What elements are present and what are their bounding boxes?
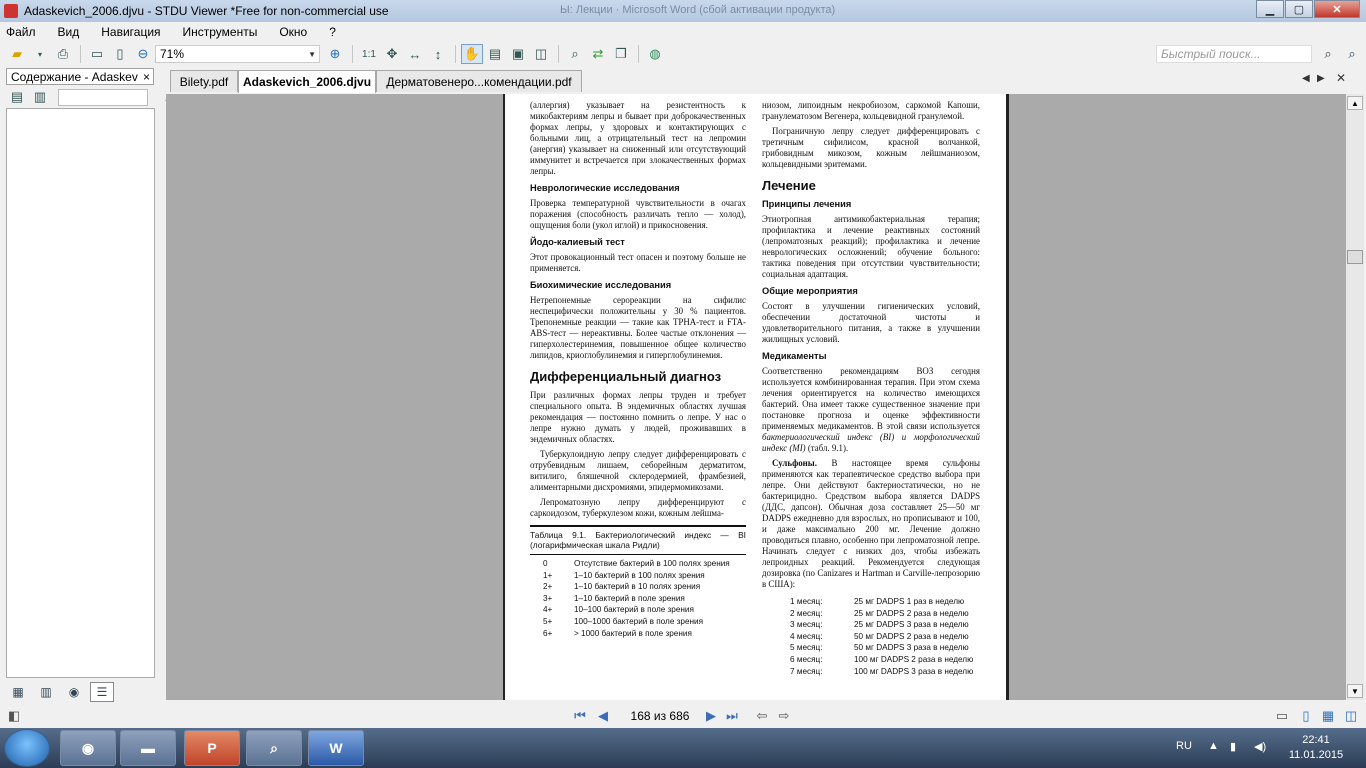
- paragraph: Туберкулоидную лепру следует дифференцировать с отрубевидным лишаем, себорейным дерматитом, витилиго, бляшечной склеродермией, фрамбезией, алиментарными дисхромиями, эпидермомикозами.: [530, 449, 746, 492]
- page-left-column: [530, 100, 746, 639]
- table-row: 5+ 100–1000 бактерий в поле зрения: [543, 616, 704, 626]
- snapshot-icon[interactable]: ◫: [534, 46, 548, 61]
- sidebar-toggle-icon[interactable]: ◧: [7, 708, 21, 723]
- document-viewer[interactable]: [166, 94, 1346, 700]
- collapse-icon[interactable]: ▥: [33, 89, 47, 104]
- actual-size-button[interactable]: 1:1: [362, 48, 376, 60]
- search-tab-icon[interactable]: ◉: [68, 685, 80, 699]
- maximize-button[interactable]: ▢: [1285, 0, 1313, 18]
- back-icon[interactable]: ⇦: [756, 708, 768, 723]
- tray-arrow-icon[interactable]: ▲: [1208, 740, 1219, 752]
- sidebar-tabs: [6, 682, 118, 702]
- page-number[interactable]: 168 из 686: [630, 709, 690, 723]
- paragraph: Состоят в улучшении гигиенических условий, обеспечении достаточной чистоты и удовлетворительного питания, а также в улучшении жилищных условий.: [762, 301, 980, 344]
- hand-icon[interactable]: ✋: [461, 44, 483, 64]
- paragraph: Соответственно рекомендациям ВОЗ сегодня используется комбинированная терапия. При этом схема лечения ориентируется на количество имеющихся бактерий. Она имеет также существенное значение при постановке прогноза и оценке эффективности применяемых медикаментов. В этой связи используется бактериологический индекс (BI) и морфологический индекс (MI) (табл. 9.1).: [762, 366, 980, 453]
- menu-view[interactable]: Вид: [57, 25, 80, 39]
- clock-time: 22:41: [1302, 734, 1330, 746]
- two-page-icon[interactable]: ▯: [116, 46, 124, 61]
- table-row: 3 месяц: 25 мг DADPS 3 раза в неделю: [790, 620, 969, 630]
- select-text-icon[interactable]: ▤: [488, 46, 502, 61]
- menu-window[interactable]: Окно: [279, 25, 308, 39]
- heading-principles: Принципы лечения: [762, 199, 852, 209]
- paragraph: Пограничную лепру следует дифференцировать с третичным сифилисом, красной волчанкой, грибовидным микозом, кожным лейшманиозом, кольцевидными эритемами.: [762, 126, 980, 169]
- language-indicator[interactable]: RU: [1176, 740, 1192, 752]
- find-icon[interactable]: ⌕: [571, 46, 579, 61]
- prev-page-icon[interactable]: ◀: [598, 708, 608, 723]
- table-row: 7 месяц: 100 мг DADPS 3 раза в неделю: [790, 666, 974, 676]
- scroll-thumb[interactable]: [1347, 250, 1363, 264]
- table-row: 3+ 1–10 бактерий в поле зрения: [543, 593, 685, 603]
- menu-navigation[interactable]: Навигация: [101, 25, 161, 39]
- zoom-in-icon[interactable]: ⊕: [329, 46, 341, 61]
- status-bar: [0, 704, 1366, 728]
- word-icon[interactable]: W: [308, 730, 364, 766]
- close-icon[interactable]: ×: [142, 69, 150, 84]
- stdu-viewer-icon[interactable]: ⌕: [246, 730, 302, 766]
- scroll-up-icon[interactable]: ▲: [1347, 96, 1363, 110]
- heading-neuro: Неврологические исследования: [530, 183, 680, 193]
- sidebar: [0, 66, 158, 706]
- table-row: 5 месяц: 50 мг DADPS 3 раза в неделю: [790, 643, 969, 653]
- search-next-icon[interactable]: ⌕: [1348, 46, 1356, 61]
- table-row: 2+ 1–10 бактерий в 10 полях зрения: [543, 582, 701, 592]
- scroll-down-icon[interactable]: ▼: [1347, 684, 1363, 698]
- chrome-icon[interactable]: ◉: [60, 730, 116, 766]
- zoom-out-icon[interactable]: ⊖: [137, 46, 149, 61]
- menu-help[interactable]: ?: [329, 25, 336, 39]
- layout-continuous-icon[interactable]: ▯: [1302, 708, 1310, 723]
- forward-icon[interactable]: ⇨: [778, 708, 790, 723]
- paragraph: Лепроматозную лепру дифференцируют с саркоидозом, туберкулезом кожи, кожным лейшма-: [530, 497, 746, 518]
- page-right-column: [762, 100, 980, 677]
- heading-iodine: Йодо-калиевый тест: [530, 237, 625, 247]
- open-dropdown-icon[interactable]: ▾: [37, 49, 42, 59]
- contents-tree[interactable]: [6, 108, 155, 678]
- table-row: 4 месяц: 50 мг DADPS 2 раза в неделю: [790, 631, 969, 641]
- system-clock[interactable]: [1284, 733, 1348, 763]
- single-page-icon[interactable]: ▭: [90, 46, 104, 61]
- paragraph: При различных формах лепры труден и требует специального опыта. В эндемичных областях лучшая рекомендация — постоянно помнить о лепре. У нас о лепре нужно думать у людей, проживавших в эндемичных областях.: [530, 390, 746, 444]
- volume-icon[interactable]: ◀): [1254, 741, 1267, 753]
- paragraph: (аллергия) указывает на резистентность к микобактериям лепры и бывает при доброкачественных формах лепры, у здоровых и контактирующих с больными лиц, а отрицательный тест на лепромин (анергия) указывает на сниженный или отсутствующий иммунитет и встречается при злокачественных формах лепры.: [530, 100, 746, 176]
- background-window-title: Ы: Лекции · Microsoft Word (сбой активации продукта): [560, 4, 836, 16]
- quick-search-input[interactable]: Быстрый поиск...: [1156, 45, 1312, 63]
- chevron-down-icon: ▼: [308, 49, 316, 59]
- document-tabs: [164, 70, 1366, 92]
- next-page-icon[interactable]: ▶: [706, 708, 716, 723]
- fit-width-icon[interactable]: ↔: [408, 46, 422, 62]
- layout-single-icon[interactable]: ▭: [1275, 708, 1289, 723]
- title-bar: [0, 0, 1366, 22]
- table-row: 1 месяц: 25 мг DADPS 1 раз в неделю: [790, 597, 965, 606]
- paragraph: Нетрепонемные серореакции на сифилис неспецифически положительны у 30 % пациентов. Трепонемные реакции — такие как ТРНА-тест и FTA-ABS-тест — нереактивны. Более частые отклонения — гиперхолестеринемия, повышенное общее количество липидов, криоглобулинемия и гиперглобулинемия.: [530, 295, 746, 360]
- table-row: 4+ 10–100 бактерий в поле зрения: [543, 605, 694, 615]
- last-page-icon[interactable]: ⏭: [726, 708, 738, 723]
- heading-general: Общие мероприятия: [762, 286, 858, 296]
- tab-prev-icon[interactable]: ◀: [1302, 73, 1310, 84]
- sidebar-search-input[interactable]: [58, 89, 148, 106]
- thumbnails-tab-icon[interactable]: ▦: [12, 685, 24, 699]
- heading-differential: Дифференциальный диагноз: [530, 369, 722, 384]
- sidebar-toolbar: [6, 86, 181, 108]
- minimize-button[interactable]: ▁: [1256, 0, 1284, 18]
- tab-close-icon[interactable]: ✕: [1336, 71, 1347, 85]
- menu-tools[interactable]: Инструменты: [182, 25, 258, 39]
- tab-adaskevich[interactable]: Adaskevich_2006.djvu: [238, 70, 376, 93]
- app-icon: [4, 4, 18, 18]
- sidebar-header: [6, 68, 154, 85]
- document-page: [503, 94, 1009, 700]
- close-button[interactable]: ✕: [1314, 0, 1360, 18]
- layout-grid-icon[interactable]: ▦: [1321, 708, 1335, 723]
- globe-icon[interactable]: ◍: [649, 46, 661, 61]
- bi-table: [530, 555, 746, 639]
- heading-treatment: Лечение: [762, 178, 816, 193]
- bookmarks-tab-icon[interactable]: ▥: [40, 685, 52, 699]
- paragraph: Этот провокационный тест опасен и поэтому больше не применяется.: [530, 252, 746, 273]
- copy-icon[interactable]: ❐: [615, 46, 627, 61]
- start-button[interactable]: [4, 729, 50, 767]
- table-row: 6 месяц: 100 мг DADPS 2 раза в неделю: [790, 654, 974, 664]
- zoom-value: 71%: [160, 47, 185, 61]
- expand-icon[interactable]: ▤: [10, 89, 24, 104]
- layout-facing-icon[interactable]: ◫: [1344, 708, 1358, 723]
- menu-bar: [0, 22, 1366, 42]
- open-icon[interactable]: ▰: [12, 46, 22, 61]
- fit-height-icon[interactable]: ↕: [434, 46, 442, 62]
- tab-next-icon[interactable]: ▶: [1317, 73, 1325, 84]
- print-icon[interactable]: ⎙: [57, 46, 69, 61]
- sidebar-title: Содержание - Adaskev: [11, 69, 138, 84]
- paragraph: Проверка температурной чувствительности в очагах поражения (способность различать тепло — холод), ощущения боли (укол иглой) и прикосновения.: [530, 198, 746, 230]
- table-row: 6+ > 1000 бактерий в поле зрения: [543, 628, 692, 638]
- clock-date: 11.01.2015: [1288, 749, 1344, 761]
- zoom-select[interactable]: [155, 45, 320, 63]
- powerpoint-icon[interactable]: P: [184, 730, 240, 766]
- fit-page-icon[interactable]: ✥: [386, 46, 398, 61]
- explorer-icon[interactable]: ▬: [120, 730, 176, 766]
- menu-file[interactable]: Файл: [6, 25, 36, 39]
- tab-dermatovenerology[interactable]: Дерматовенеро...комендации.pdf: [376, 70, 582, 92]
- tab-bilety[interactable]: Bilety.pdf: [170, 70, 238, 92]
- window-title: Adaskevich_2006.djvu - STDU Viewer *Free for non-commercial use: [24, 4, 389, 18]
- vertical-scrollbar[interactable]: [1346, 94, 1364, 700]
- taskbar: [0, 728, 1366, 768]
- paragraph: Сульфоны. В настоящее время сульфоны применяются как терапевтическое средство выбора при лепре. Они действуют бактериостатически, но не бактерицидно. Средством выбора является DADPS (ДДС, дапсон). Обычная доза составляет 25—50 мг DADPS ежедневно для взрослых, но прописывают и 100, и даже максимально 200 мг. Лечение должно проводиться плавно, особенно при лепроматозной лепре. Начинать следует с низких доз, чтобы избежать лепроидных реакций. Рекомендуется следующая дозировка (по Canizares и Hartman и Carville-лепрозорию в США):: [762, 458, 980, 589]
- contents-tab-icon[interactable]: ☰: [90, 682, 114, 702]
- paragraph: Этиотропная антимикобактериальная терапия; профилактика и лечение реактивных состояний (лепроматозных реакций); профилактика и лечение неврологических осложнений; обучение больного: тактика поведения при отсутствии чувствительности; социальная адаптация.: [762, 214, 980, 279]
- table-row: 0 Отсутствие бактерий в 100 полях зрения: [543, 559, 730, 568]
- sync-icon[interactable]: ⇄: [592, 46, 604, 61]
- network-icon[interactable]: ▮: [1230, 741, 1237, 753]
- select-image-icon[interactable]: ▣: [511, 46, 525, 61]
- table-row: 2 месяц: 25 мг DADPS 2 раза в неделю: [790, 608, 969, 618]
- dosage-table: [762, 594, 980, 677]
- table-row: 1+ 1–10 бактерий в 100 полях зрения: [543, 570, 705, 580]
- table-title: Таблица 9.1. Бактериологический индекс — BI (логарифмическая шкала Ридли): [530, 525, 746, 555]
- heading-medications: Медикаменты: [762, 351, 827, 361]
- paragraph: ниозом, липоидным некробиозом, саркомой Капоши, гранулематозом Вегенера, кольцевидной гранулемой.: [762, 100, 980, 121]
- window-controls: [1255, 0, 1360, 18]
- heading-biochem: Биохимические исследования: [530, 280, 672, 290]
- search-icon[interactable]: ⌕: [1324, 46, 1332, 61]
- first-page-icon[interactable]: ⏮: [574, 708, 586, 723]
